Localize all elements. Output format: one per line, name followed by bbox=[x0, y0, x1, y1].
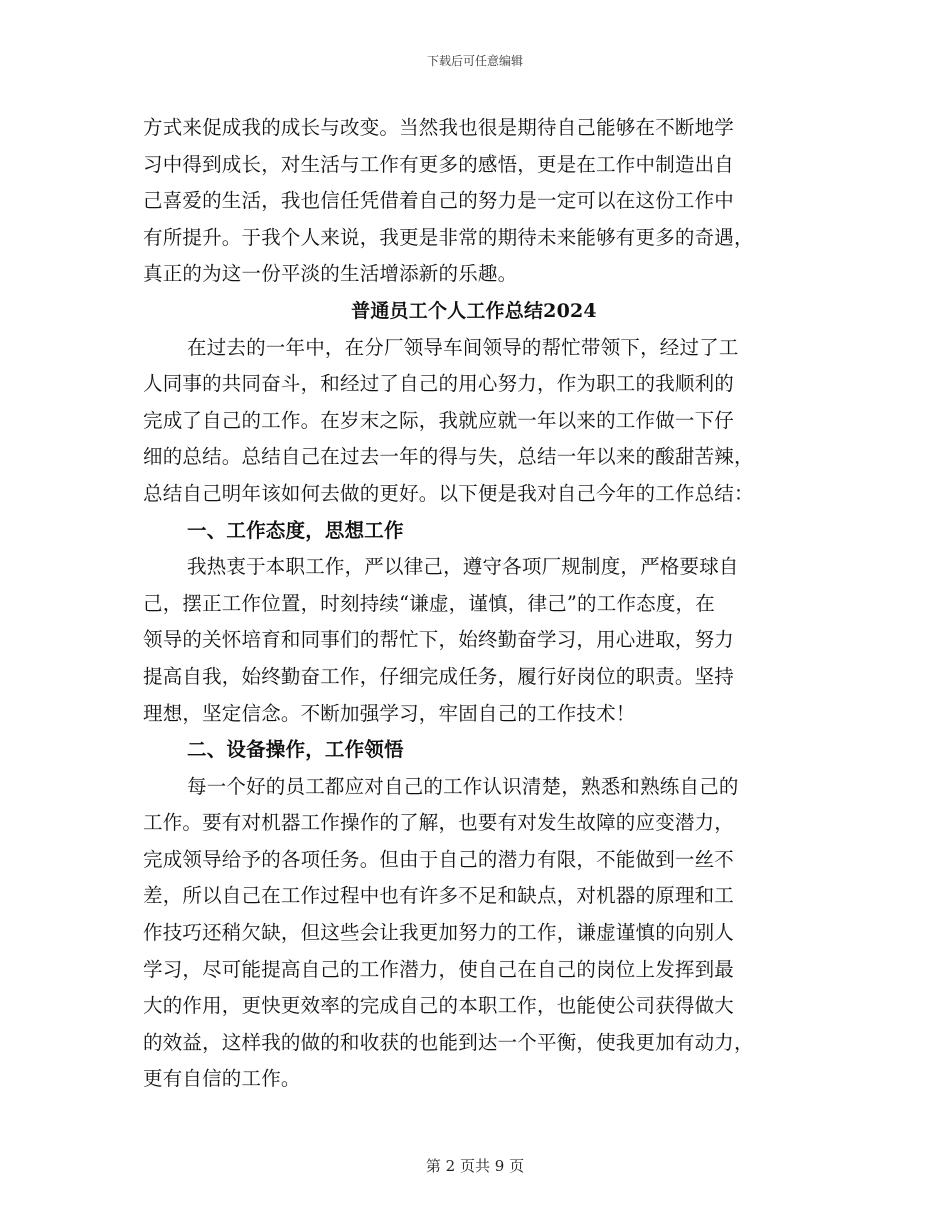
paragraph-first-line: 在过去的一年中，在分厂领导车间领导的帮忙带领下，经过了工 bbox=[187, 335, 739, 359]
body-line: 总结自己明年该如何去做的更好。以下便是我对自己今年的工作总结： bbox=[143, 481, 754, 505]
body-line: 习中得到成长，对生活与工作有更多的感悟，更是在工作中制造出自 bbox=[143, 152, 735, 176]
body-line: 己喜爱的生活，我也信任凭借着自己的努力是一定可以在这份工作中 bbox=[143, 189, 735, 213]
body-line: 的效益，这样我的做的和收获的也能到达一个平衡，使我更加有动力， bbox=[143, 1030, 754, 1054]
body-line: 提高自我，始终勤奋工作，仔细完成任务，履行好岗位的职责。坚持 bbox=[143, 664, 735, 688]
body-line: 方式来促成我的成长与改变。当然我也很是期待自己能够在不断地学 bbox=[143, 116, 735, 139]
body-line: 真正的为这一份平淡的生活增添新的乐趣。 bbox=[143, 262, 518, 286]
body-line: 理想，坚定信念。不断加强学习，牢固自己的工作技术！ bbox=[143, 701, 636, 725]
document-title: 普通员工个人工作总结2024 bbox=[351, 299, 597, 322]
body-line: 完成领导给予的各项任务。但由于自己的潜力有限，不能做到一丝不 bbox=[143, 847, 735, 871]
document-body bbox=[143, 110, 805, 1098]
paragraph-first-line: 每一个好的员工都应对自己的工作认识清楚，熟悉和熟练自己的 bbox=[187, 774, 739, 798]
page-footer: 第 2 页共 9 页 bbox=[425, 1157, 525, 1175]
body-line: 己，摆正工作位置，时刻持续“谦虚，谨慎，律己”的工作态度，在 bbox=[143, 591, 715, 615]
body-line: 学习，尽可能提高自己的工作潜力，使自己在自己的岗位上发挥到最 bbox=[143, 957, 735, 981]
body-line: 有所提升。于我个人来说，我更是非常的期待未来能够有更多的奇遇， bbox=[143, 225, 754, 249]
page-header: 下载后可任意编辑 bbox=[426, 54, 523, 68]
body-line: 细的总结。总结自己在过去一年的得与失，总结一年以来的酸甜苦辣， bbox=[143, 445, 754, 469]
section-heading: 二、设备操作，工作领悟 bbox=[187, 738, 404, 762]
body-line: 作技巧还稍欠缺，但这些会让我更加努力的工作，谦虚谨慎的向别人 bbox=[143, 921, 735, 945]
body-line: 人同事的共同奋斗，和经过了自己的用心努力，作为职工的我顺利的 bbox=[143, 372, 735, 396]
body-line: 完成了自己的工作。在岁末之际，我就应就一年以来的工作做一下仔 bbox=[143, 408, 735, 432]
body-line: 领导的关怀培育和同事们的帮忙下，始终勤奋学习，用心进取，努力 bbox=[143, 628, 735, 652]
section-heading: 一、工作态度，思想工作 bbox=[187, 518, 404, 542]
body-line: 工作。要有对机器工作操作的了解，也要有对发生故障的应变潜力， bbox=[143, 811, 735, 835]
body-line: 差，所以自己在工作过程中也有许多不足和缺点，对机器的原理和工 bbox=[143, 884, 735, 908]
body-line: 大的作用，更快更效率的完成自己的本职工作，也能使公司获得做大 bbox=[143, 994, 735, 1018]
paragraph-first-line: 我热衷于本职工作，严以律己，遵守各项厂规制度，严格要球自 bbox=[187, 555, 739, 579]
body-line: 更有自信的工作。 bbox=[143, 1067, 301, 1091]
